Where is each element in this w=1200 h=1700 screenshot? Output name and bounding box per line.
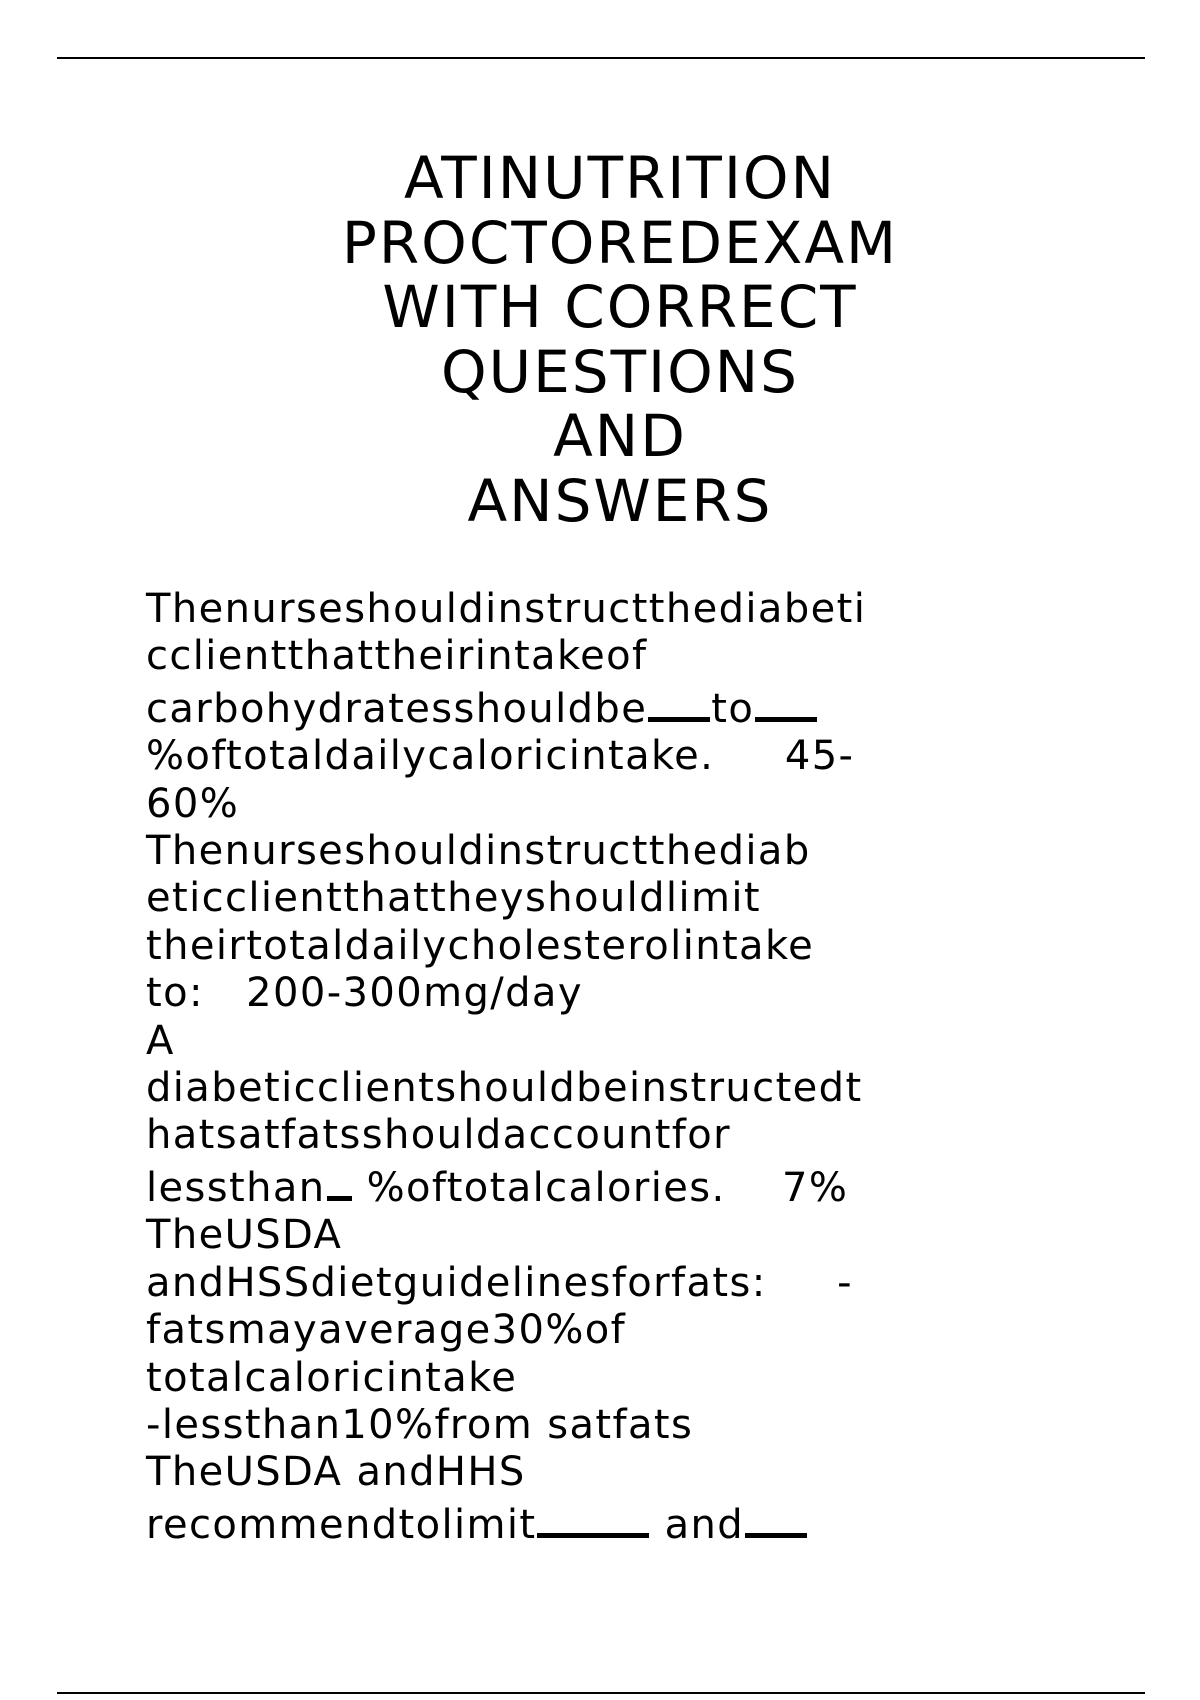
body-line: A bbox=[146, 1017, 175, 1064]
body-line: andHSSdietguidelinesforfats: - bbox=[146, 1259, 853, 1306]
body-line: eticclientthattheyshouldlimit bbox=[146, 875, 761, 922]
body-text: recommendtolimit bbox=[146, 1501, 537, 1548]
document-title bbox=[0, 146, 1200, 533]
body-line: to: 200-300mg/day bbox=[146, 970, 583, 1017]
title-line: ANSWERS bbox=[467, 466, 773, 535]
body-line: 60% bbox=[146, 780, 240, 827]
body-text: to bbox=[711, 685, 755, 732]
body-line bbox=[146, 1160, 1146, 1212]
body-line: hatsatfatsshouldaccountfor bbox=[146, 1112, 731, 1159]
body-text: %oftotalcalories. 7% bbox=[352, 1164, 849, 1211]
body-text: carbohydratesshouldbe bbox=[146, 685, 648, 732]
body-line: -lessthan10%from satfats bbox=[146, 1401, 694, 1448]
body-line: theirtotaldailycholesterolintake bbox=[146, 922, 815, 969]
body-line bbox=[146, 1497, 1146, 1549]
fill-in-blank bbox=[327, 1160, 352, 1201]
title-line: QUESTIONS bbox=[441, 337, 799, 406]
body-line: TheUSDA andHHS bbox=[146, 1449, 526, 1496]
fill-in-blank bbox=[755, 681, 817, 722]
title-line: PROCTOREDEXAM bbox=[341, 208, 899, 277]
body-text: lessthan bbox=[146, 1164, 326, 1211]
fill-in-blank bbox=[648, 681, 710, 722]
body-line: totalcaloricintake bbox=[146, 1354, 518, 1401]
body-line: diabeticclientshouldbeinstructedt bbox=[146, 1065, 863, 1112]
body-line: %oftotaldailycaloricintake. 45- bbox=[146, 733, 855, 780]
body-line: Thenurseshouldinstructthediab bbox=[146, 828, 811, 875]
title-line: WITH CORRECT bbox=[382, 273, 858, 341]
fill-in-blank bbox=[537, 1497, 649, 1538]
question-answer-body bbox=[146, 586, 1146, 1549]
body-text: and bbox=[650, 1501, 745, 1548]
body-line: TheUSDA bbox=[146, 1212, 343, 1259]
title-line: AND bbox=[553, 402, 687, 470]
title-line: ATINUTRITION bbox=[404, 144, 836, 212]
top-rule bbox=[57, 57, 1145, 59]
fill-in-blank bbox=[745, 1497, 807, 1538]
body-line: fatsmayaverage30%of bbox=[146, 1307, 627, 1354]
body-line: cclientthattheirintakeof bbox=[146, 633, 648, 680]
body-line bbox=[146, 681, 1146, 733]
bottom-rule bbox=[57, 1692, 1145, 1694]
body-line: Thenurseshouldinstructthediabeti bbox=[146, 586, 867, 632]
